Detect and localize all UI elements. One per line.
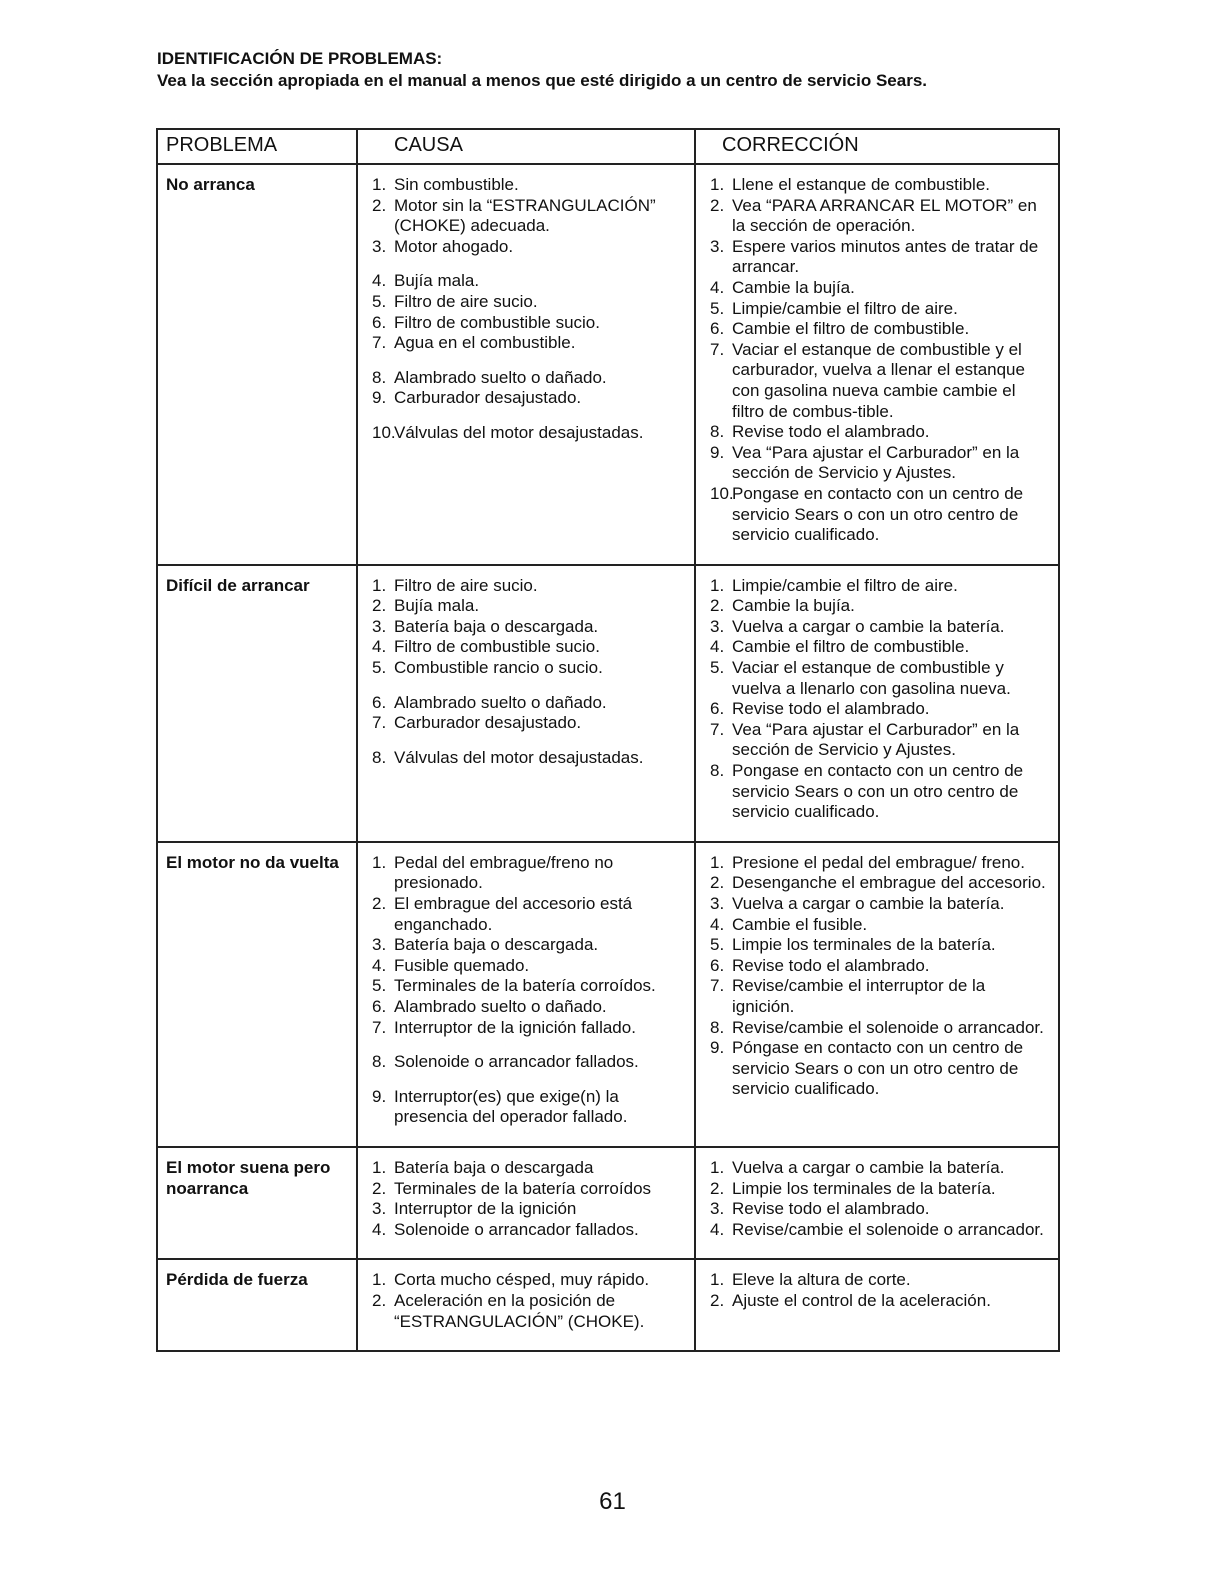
cause-item: [366, 313, 688, 334]
cause-item-text: Interruptor de la ignición fallado.: [394, 1017, 636, 1037]
correction-item: [704, 196, 1052, 237]
cause-item-number: 5.: [372, 291, 387, 311]
problem-cell: El motor suena pero noarranca: [157, 1147, 357, 1259]
correction-item: [704, 1291, 1052, 1312]
table-row: [157, 1259, 1059, 1351]
correction-item: [704, 278, 1052, 299]
correction-item-number: 5.: [710, 298, 725, 318]
correction-item-number: 9.: [710, 1038, 725, 1058]
correction-cell: [695, 164, 1059, 565]
correction-cell: [695, 842, 1059, 1147]
cause-item-number: 6.: [372, 312, 387, 332]
cause-item-number: 8.: [372, 1052, 387, 1072]
cause-item-number: 8.: [372, 367, 387, 387]
table-row: [157, 565, 1059, 842]
correction-item-number: 7.: [710, 339, 725, 359]
correction-item-text: Vuelva a cargar o cambie la batería.: [732, 616, 1005, 636]
correction-item-text: Revise todo el alambrado.: [732, 955, 930, 975]
problem-cell: Difícil de arrancar: [157, 565, 357, 842]
cause-item-number: 3.: [372, 236, 387, 256]
cause-item-text: Válvulas del motor desajustadas.: [394, 422, 644, 442]
correction-item: [704, 175, 1052, 196]
cause-item-text: Pedal del embrague/freno no presionado.: [394, 852, 614, 893]
correction-item: [704, 935, 1052, 956]
correction-item-number: 7.: [710, 976, 725, 996]
cause-item-number: 6.: [372, 692, 387, 712]
correction-item: [704, 299, 1052, 320]
cause-item-text: Batería baja o descargada.: [394, 935, 599, 955]
correction-item: [704, 1179, 1052, 1200]
cause-item-number: 1.: [372, 1270, 387, 1290]
cause-item: [366, 292, 688, 313]
correction-item-number: 1.: [710, 852, 725, 872]
cause-item-text: Agua en el combustible.: [394, 333, 576, 353]
correction-item-text: Revise/cambie el interruptor de la ignición.: [732, 976, 986, 1016]
correction-item: [704, 319, 1052, 340]
correction-item-number: 3.: [710, 894, 725, 913]
cause-item-text: Carburador desajustado.: [394, 713, 582, 733]
correction-item-text: Presione el pedal del embrague/ freno.: [732, 852, 1025, 872]
cause-item-text: Terminales de la batería corroídos: [394, 1178, 652, 1198]
cause-item-number: 4.: [372, 955, 387, 975]
correction-item: [704, 720, 1052, 761]
cause-item: [366, 853, 688, 894]
correction-item: [704, 1199, 1052, 1220]
cause-item: [366, 333, 688, 354]
cause-item-number: 10.: [372, 422, 396, 442]
cause-item-text: Batería baja o descargada.: [394, 616, 599, 636]
cause-item: [366, 1158, 688, 1179]
cause-item-number: 4.: [372, 271, 387, 291]
heading-title: IDENTIFICACIÓN DE PROBLEMAS:: [157, 49, 443, 68]
heading-instruction: Vea la sección apropiada en el manual a menos que esté dirigido a un centro de servicio Sears.: [157, 71, 928, 90]
correction-item: [704, 1038, 1052, 1100]
cause-item-text: Aceleración en la posición de “ESTRANGULACIÓN” (CHOKE).: [394, 1290, 645, 1331]
correction-cell: [695, 1147, 1059, 1259]
correction-item-text: Cambie la bujía.: [732, 596, 855, 616]
correction-item-text: Vea “Para ajustar el Carburador” en la sección de Servicio y Ajustes.: [732, 719, 1020, 760]
cause-item-text: Bujía mala.: [394, 271, 480, 291]
correction-item: [704, 658, 1052, 699]
cause-item: [366, 617, 688, 638]
cause-item-text: Interruptor(es) que exige(n) la presencia del operador fallado.: [394, 1086, 628, 1127]
cause-item-number: 2.: [372, 195, 387, 215]
correction-item-number: 1.: [710, 175, 725, 194]
correction-item-number: 3.: [710, 236, 725, 256]
cause-item: [366, 271, 688, 292]
correction-item: [704, 1220, 1052, 1241]
correction-item-number: 10.: [710, 483, 734, 503]
correction-list: [704, 853, 1052, 1100]
cause-item-text: Bujía mala.: [394, 596, 480, 616]
correction-item: [704, 576, 1052, 597]
correction-item-number: 8.: [710, 761, 725, 781]
cause-item: [366, 1052, 688, 1073]
correction-item-number: 2.: [710, 1290, 725, 1310]
correction-item-number: 2.: [710, 1178, 725, 1198]
problem-cell: El motor no da vuelta: [157, 842, 357, 1147]
correction-list: [704, 1158, 1052, 1240]
correction-item: [704, 596, 1052, 617]
cause-item: [366, 368, 688, 389]
cause-item: [366, 196, 688, 237]
correction-item-text: Ajuste el control de la aceleración.: [732, 1290, 991, 1310]
correction-item-number: 6.: [710, 699, 725, 719]
cause-item-text: Sin combustible.: [394, 175, 519, 194]
cause-item-text: Motor sin la “ESTRANGULACIÓN” (CHOKE) adecuada.: [394, 195, 656, 236]
cause-item-number: 2.: [372, 894, 387, 913]
cause-item-text: Interruptor de la ignición: [394, 1199, 577, 1219]
cause-cell: [357, 1147, 695, 1259]
correction-item: [704, 976, 1052, 1017]
cause-item-text: El embrague del accesorio está enganchado.: [394, 894, 633, 934]
cause-list: [366, 1270, 688, 1332]
correction-item: [704, 617, 1052, 638]
correction-item-text: Limpie/cambie el filtro de aire.: [732, 298, 958, 318]
cause-item: [366, 748, 688, 769]
cause-item-text: Corta mucho césped, muy rápido.: [394, 1270, 650, 1290]
cause-item: [366, 1179, 688, 1200]
table-row: [157, 164, 1059, 565]
correction-item-number: 2.: [710, 195, 725, 215]
correction-item: [704, 340, 1052, 422]
correction-item-text: Vuelva a cargar o cambie la batería.: [732, 894, 1005, 913]
cause-item-number: 4.: [372, 637, 387, 657]
correction-item-text: Espere varios minutos antes de tratar de arrancar.: [732, 236, 1039, 277]
correction-item: [704, 237, 1052, 278]
cause-list: [366, 576, 688, 769]
cause-item-text: Filtro de aire sucio.: [394, 291, 538, 311]
correction-item: [704, 761, 1052, 823]
correction-item-text: Vuelva a cargar o cambie la batería.: [732, 1157, 1005, 1177]
correction-item: [704, 443, 1052, 484]
cause-item-number: 3.: [372, 935, 387, 955]
correction-item-number: 1.: [710, 1270, 725, 1290]
cause-item-text: Alambrado suelto o dañado.: [394, 996, 607, 1016]
table-body: [157, 164, 1059, 1351]
cause-item-number: 2.: [372, 596, 387, 616]
cause-cell: [357, 164, 695, 565]
header-causa: CAUSA: [357, 129, 695, 164]
cause-item: [366, 237, 688, 258]
cause-item-number: 9.: [372, 1086, 387, 1106]
table-header-row: [157, 129, 1059, 164]
correction-item-text: Vaciar el estanque de combustible y el carburador, vuelva a llenar el estanque con gasolina nueva cambie cambie el filtro de combus-tible.: [732, 339, 1025, 421]
cause-item: [366, 693, 688, 714]
cause-item-text: Válvulas del motor desajustadas.: [394, 747, 644, 767]
cause-item-text: Carburador desajustado.: [394, 388, 582, 408]
cause-item-number: 3.: [372, 1199, 387, 1219]
cause-item-text: Filtro de combustible sucio.: [394, 637, 600, 657]
cause-item: [366, 935, 688, 956]
cause-item-number: 4.: [372, 1219, 387, 1239]
correction-item-number: 9.: [710, 442, 725, 462]
correction-item-number: 2.: [710, 596, 725, 616]
page-number: 61: [599, 1488, 626, 1515]
correction-item-text: Revise/cambie el solenoide o arrancador.: [732, 1017, 1044, 1037]
cause-item-text: Alambrado suelto o dañado.: [394, 692, 607, 712]
correction-item-text: Pongase en contacto con un centro de servicio Sears o con un otro centro de servicio cualificado.: [732, 483, 1024, 545]
cause-item-number: 1.: [372, 575, 387, 595]
correction-item-text: Vea “Para ajustar el Carburador” en la sección de Servicio y Ajustes.: [732, 442, 1020, 483]
correction-item: [704, 1270, 1052, 1291]
correction-item-text: Eleve la altura de corte.: [732, 1270, 911, 1290]
problem-cell: No arranca: [157, 164, 357, 565]
cause-item: [366, 1270, 688, 1291]
cause-item-text: Motor ahogado.: [394, 236, 514, 256]
correction-list: [704, 576, 1052, 823]
correction-item-text: Revise/cambie el solenoide o arrancador.: [732, 1219, 1044, 1239]
cause-item-number: 1.: [372, 852, 387, 872]
cause-item-number: 8.: [372, 747, 387, 767]
correction-item-number: 8.: [710, 422, 725, 442]
cause-item: [366, 658, 688, 679]
cause-item-number: 5.: [372, 976, 387, 996]
correction-item-text: Limpie los terminales de la batería.: [732, 935, 996, 955]
problem-cell: Pérdida de fuerza: [157, 1259, 357, 1351]
cause-cell: [357, 565, 695, 842]
correction-cell: [695, 565, 1059, 842]
correction-item: [704, 956, 1052, 977]
correction-item-text: Desenganche el embrague del accesorio.: [732, 873, 1046, 893]
correction-item-text: Cambie el filtro de combustible.: [732, 319, 970, 339]
correction-item-text: Vea “PARA ARRANCAR EL MOTOR” en la sección de operación.: [732, 195, 1037, 236]
correction-item-number: 5.: [710, 935, 725, 955]
correction-list: [704, 175, 1052, 546]
cause-item-text: Filtro de combustible sucio.: [394, 312, 600, 332]
correction-item-number: 8.: [710, 1017, 725, 1037]
cause-item: [366, 997, 688, 1018]
correction-item-number: 4.: [710, 914, 725, 934]
cause-item: [366, 1087, 688, 1128]
correction-item: [704, 699, 1052, 720]
table-row: [157, 842, 1059, 1147]
correction-item-text: Cambie la bujía.: [732, 277, 855, 297]
cause-item-number: 2.: [372, 1290, 387, 1310]
correction-item: [704, 915, 1052, 936]
correction-item: [704, 1018, 1052, 1039]
cause-item: [366, 423, 688, 444]
cause-item-text: Solenoide o arrancador fallados.: [394, 1219, 639, 1239]
cause-item: [366, 637, 688, 658]
cause-cell: [357, 842, 695, 1147]
cause-item-text: Batería baja o descargada: [394, 1157, 594, 1177]
cause-item-text: Filtro de aire sucio.: [394, 575, 538, 595]
cause-item: [366, 713, 688, 734]
correction-cell: [695, 1259, 1059, 1351]
cause-item: [366, 388, 688, 409]
cause-item-text: Terminales de la batería corroídos.: [394, 976, 656, 996]
correction-item-number: 6.: [710, 955, 725, 975]
correction-item-number: 3.: [710, 616, 725, 636]
correction-item-number: 6.: [710, 319, 725, 339]
section-heading: [157, 48, 1057, 92]
cause-item: [366, 175, 688, 196]
correction-item-text: Revise todo el alambrado.: [732, 422, 930, 442]
cause-item-number: 7.: [372, 1017, 387, 1037]
correction-item: [704, 422, 1052, 443]
correction-item-text: Revise todo el alambrado.: [732, 1199, 930, 1219]
cause-item: [366, 576, 688, 597]
cause-item: [366, 956, 688, 977]
correction-item: [704, 853, 1052, 874]
cause-item: [366, 1220, 688, 1241]
correction-list: [704, 1270, 1052, 1311]
correction-item: [704, 637, 1052, 658]
cause-list: [366, 1158, 688, 1240]
cause-item-number: 1.: [372, 175, 387, 194]
correction-item-text: Llene el estanque de combustible.: [732, 175, 991, 194]
cause-item-number: 9.: [372, 388, 387, 408]
troubleshooting-table: [156, 128, 1060, 1352]
cause-item-text: Combustible rancio o sucio.: [394, 658, 603, 678]
cause-item-number: 7.: [372, 713, 387, 733]
correction-item-number: 4.: [710, 637, 725, 657]
correction-item-text: Revise todo el alambrado.: [732, 699, 930, 719]
cause-item: [366, 894, 688, 935]
correction-item-number: 1.: [710, 575, 725, 595]
cause-item: [366, 596, 688, 617]
cause-item-text: Alambrado suelto o dañado.: [394, 367, 607, 387]
cause-cell: [357, 1259, 695, 1351]
cause-item-text: Solenoide o arrancador fallados.: [394, 1052, 639, 1072]
correction-item-text: Limpie los terminales de la batería.: [732, 1178, 996, 1198]
correction-item-number: 4.: [710, 1219, 725, 1239]
cause-item: [366, 1199, 688, 1220]
cause-item-text: Fusible quemado.: [394, 955, 530, 975]
cause-item-number: 5.: [372, 658, 387, 678]
cause-item-number: 6.: [372, 996, 387, 1016]
cause-item-number: 3.: [372, 616, 387, 636]
correction-item: [704, 1158, 1052, 1179]
header-problema: PROBLEMA: [157, 129, 357, 164]
correction-item: [704, 873, 1052, 894]
correction-item-number: 7.: [710, 719, 725, 739]
correction-item-text: Cambie el fusible.: [732, 914, 868, 934]
cause-list: [366, 853, 688, 1128]
correction-item-number: 5.: [710, 658, 725, 678]
table-row: [157, 1147, 1059, 1259]
correction-item-number: 4.: [710, 277, 725, 297]
correction-item-text: Vaciar el estanque de combustible y vuelva a llenarlo con gasolina nueva.: [732, 658, 1011, 698]
correction-item-text: Cambie el filtro de combustible.: [732, 637, 970, 657]
correction-item-text: Pongase en contacto con un centro de servicio Sears o con un otro centro de servicio cualificado.: [732, 761, 1024, 822]
cause-item: [366, 1291, 688, 1332]
correction-item-text: Póngase en contacto con un centro de servicio Sears o con un otro centro de servicio cualificado.: [732, 1038, 1024, 1099]
correction-item-number: 3.: [710, 1199, 725, 1219]
correction-item: [704, 484, 1052, 546]
cause-item-number: 7.: [372, 333, 387, 353]
cause-list: [366, 175, 688, 444]
correction-item: [704, 894, 1052, 915]
correction-item-text: Limpie/cambie el filtro de aire.: [732, 575, 958, 595]
cause-item-number: 2.: [372, 1178, 387, 1198]
cause-item: [366, 1018, 688, 1039]
cause-item-number: 1.: [372, 1157, 387, 1177]
correction-item-number: 1.: [710, 1157, 725, 1177]
cause-item: [366, 976, 688, 997]
header-correccion: CORRECCIÓN: [695, 129, 1059, 164]
correction-item-number: 2.: [710, 873, 725, 893]
